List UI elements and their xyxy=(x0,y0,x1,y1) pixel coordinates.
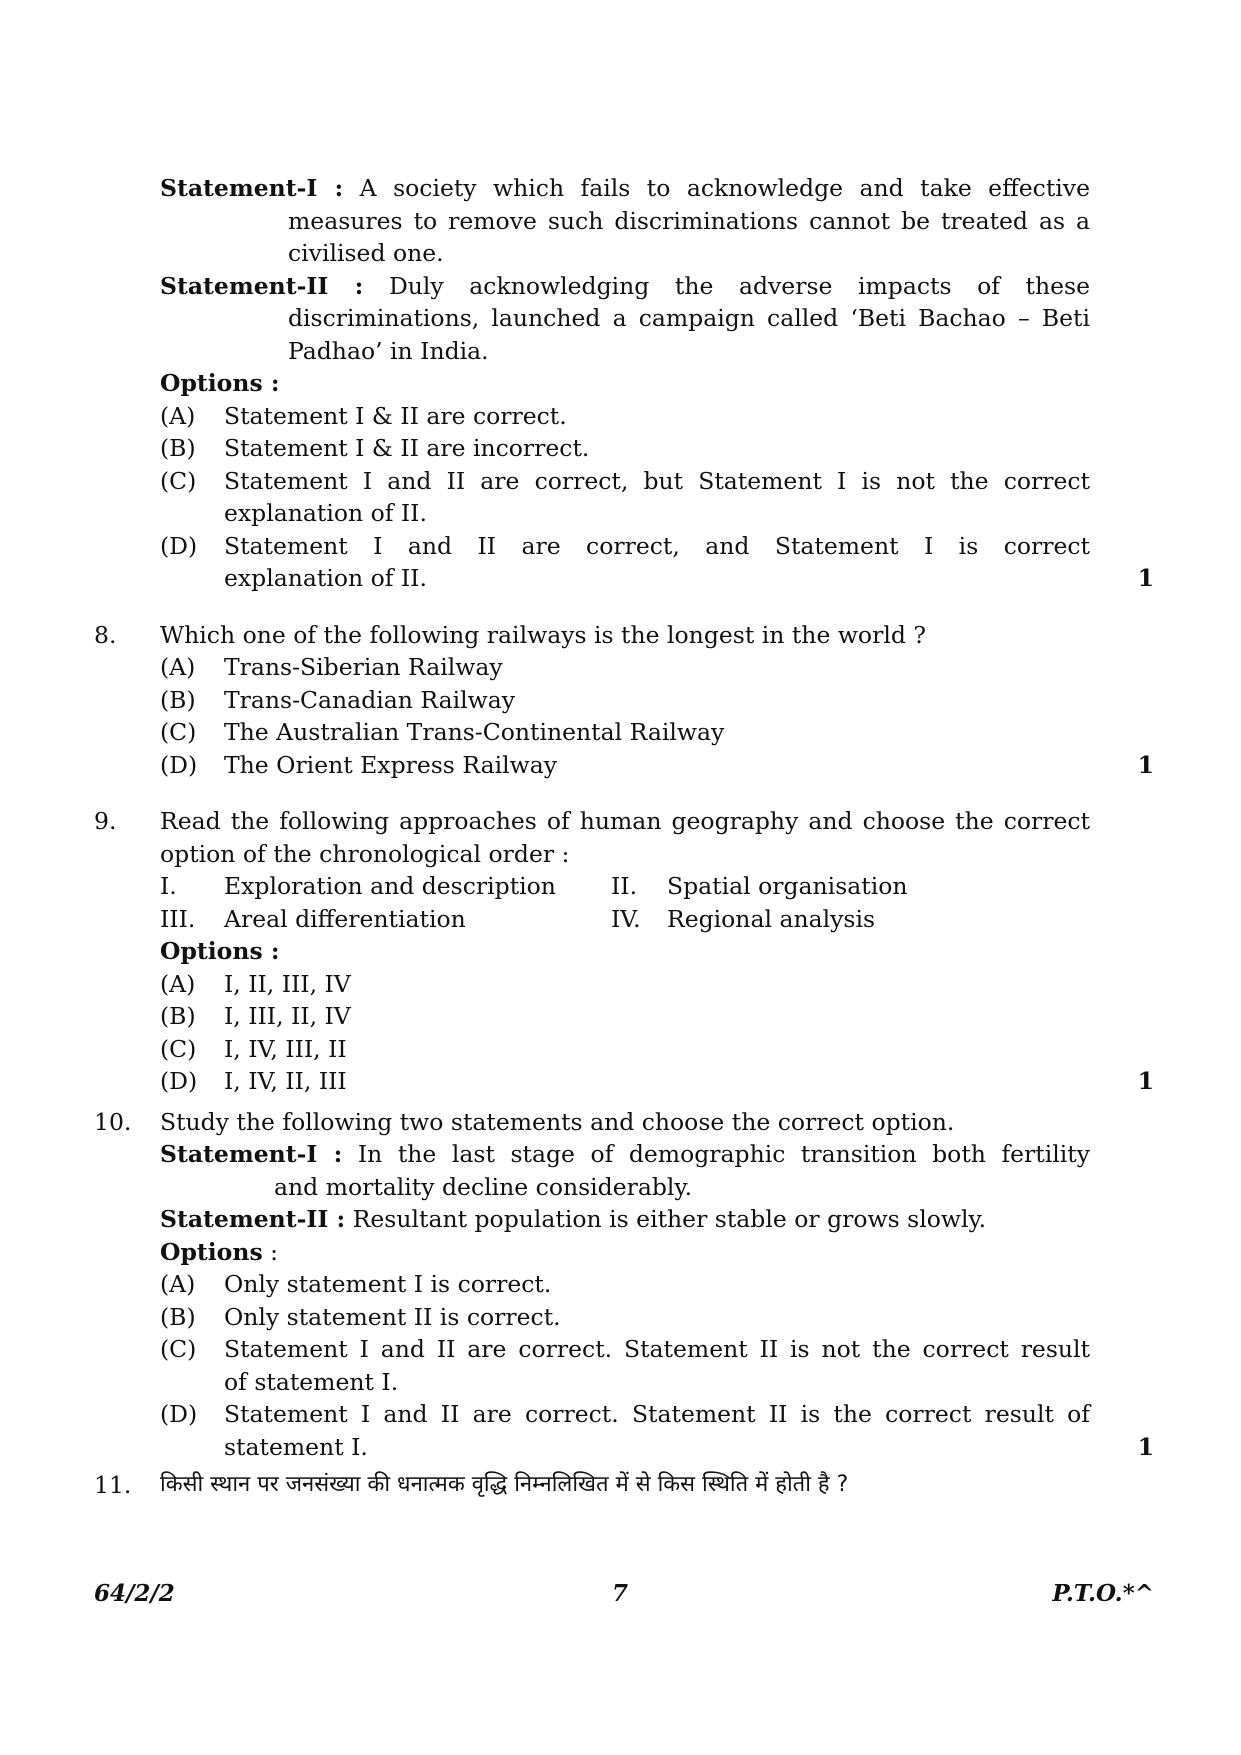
options-label: Options : xyxy=(160,937,280,965)
statement-text: Padhao’ in India. xyxy=(288,336,489,365)
statement-text: A society which fails to acknowledge and take effective xyxy=(359,174,1090,202)
page-number: 7 xyxy=(612,1580,629,1607)
option-b: (B) I, III, II, IV xyxy=(160,1002,351,1030)
statement-text: measures to remove such discriminations cannot be treated as a xyxy=(288,206,1090,235)
question-11 xyxy=(94,1469,1090,1502)
question-text: Study the following two statements and choose the correct option. xyxy=(160,1107,955,1136)
options-label: Options : xyxy=(160,369,280,397)
option-d: (D) Statement I and II are correct. Statement II is the correct result of statement I. 1 xyxy=(94,1398,1090,1463)
statement-text: and mortality decline considerably. xyxy=(274,1172,693,1201)
option-d: (D) The Orient Express Railway 1 xyxy=(94,749,1090,782)
statement-label: Statement-II : xyxy=(160,271,364,300)
option-c: (C) I, IV, III, II xyxy=(160,1034,347,1063)
option-c: (C) Statement I and II are correct. Statement II is not the correct result of statement I. xyxy=(160,1335,1090,1396)
marks: 1 xyxy=(1137,1432,1154,1461)
statement-text: civilised one. xyxy=(288,239,444,267)
question-10 xyxy=(94,1106,1090,1139)
pto-marker: P.T.O.*^ xyxy=(1052,1580,1154,1607)
option-a: (A) Only statement I is correct. xyxy=(160,1270,552,1298)
options-label: Options : xyxy=(160,1237,279,1266)
question-text: Which one of the following railways is the longest in the world ? xyxy=(160,620,926,649)
statement-text: Resultant population is either stable or grows slowly. xyxy=(352,1205,987,1233)
option-a: (A) Trans-Siberian Railway xyxy=(160,653,503,681)
q10-statement-1 xyxy=(94,1138,1090,1203)
q7-statement-1 xyxy=(94,172,1090,270)
page-footer xyxy=(94,1580,1154,1612)
question-content xyxy=(94,172,1154,1502)
option-a: (A) Statement I & II are correct. xyxy=(160,401,567,430)
option-b: (B) Only statement II is correct. xyxy=(160,1302,561,1331)
question-text: option of the chronological order : xyxy=(160,839,570,868)
option-b: (B) Statement I & II are incorrect. xyxy=(160,434,590,462)
statement-label: Statement-II : xyxy=(160,1205,346,1233)
question-text: किसी स्थान पर जनसंख्या की धनात्मक वृद्धि निम्नलिखित में से किस स्थिति में होती है ? xyxy=(160,1472,849,1497)
option-b: (B) Trans-Canadian Railway xyxy=(160,685,516,714)
statement-label: Statement-I : xyxy=(160,174,344,202)
q10-statement-2 xyxy=(94,1203,1090,1236)
question-9 xyxy=(94,805,1090,870)
option-d: (D) I, IV, II, III 1 xyxy=(94,1065,1090,1098)
question-number: 9. xyxy=(94,807,117,835)
question-number: 8. xyxy=(94,620,117,649)
marks: 1 xyxy=(1137,1067,1154,1095)
option-c: (C) Statement I and II are correct, but Statement I is not the correct explanation of II. xyxy=(160,466,1090,527)
statement-text: In the last stage of demographic transition both fertility xyxy=(357,1140,1090,1168)
statement-text: Duly acknowledging the adverse impacts of these xyxy=(388,271,1090,300)
paper-code: 64/2/2 xyxy=(94,1580,175,1607)
marks: 1 xyxy=(1137,564,1154,592)
option-c: (C) The Australian Trans-Continental Railway xyxy=(160,718,725,746)
option-d: (D) Statement I and II are correct, and Statement I is correct explanation of II. 1 xyxy=(94,530,1090,595)
marks: 1 xyxy=(1137,750,1154,779)
question-number: 10. xyxy=(94,1107,132,1136)
statement-text: discriminations, launched a campaign called ‘Beti Bachao – Beti xyxy=(288,304,1090,332)
option-a: (A) I, II, III, IV xyxy=(160,969,351,998)
approach-row-2: III. Areal differentiation IV. Regional analysis xyxy=(160,904,876,933)
q7-statement-2 xyxy=(94,270,1090,368)
statement-label: Statement-I : xyxy=(160,1140,343,1168)
question-number: 11. xyxy=(94,1471,132,1499)
approach-row-1: I. Exploration and description II. Spatial organisation xyxy=(160,872,908,900)
question-text: Read the following approaches of human geography and choose the correct xyxy=(160,807,1090,835)
question-8 xyxy=(94,619,1090,652)
